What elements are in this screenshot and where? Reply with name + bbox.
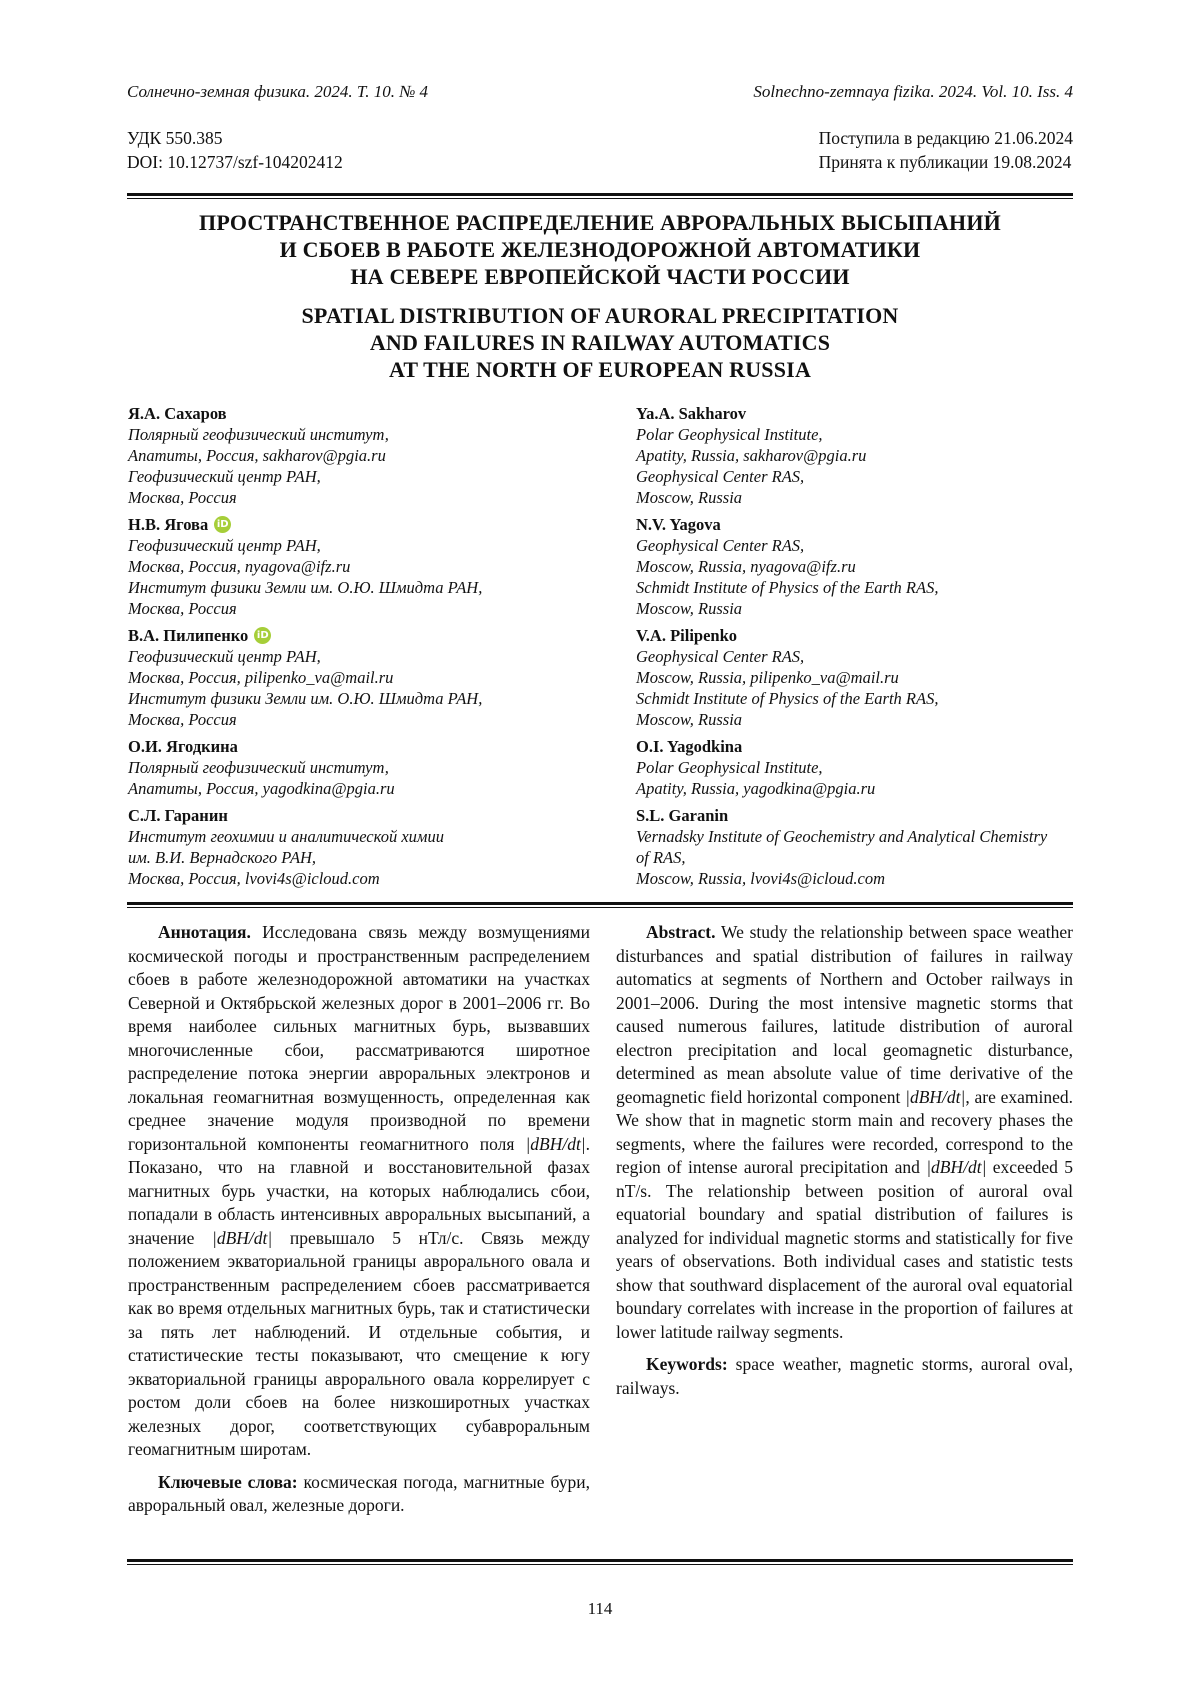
orcid-icon[interactable]: iD: [254, 627, 271, 644]
authors-russian: [128, 403, 608, 895]
author-block: [636, 625, 1086, 730]
keywords-text: space weather, magnetic storms, auroral oval, railways.: [616, 1354, 1073, 1398]
affiliation-line: Институт физики Земли им. О.Ю. Шмидта РАН,: [128, 689, 483, 708]
title-ru-line: И СБОЕВ В РАБОТЕ ЖЕЛЕЗНОДОРОЖНОЙ АВТОМАТИКИ: [279, 237, 921, 262]
keywords-label: Ключевые слова:: [158, 1471, 298, 1492]
received-date: Поступила в редакцию 21.06.2024: [818, 128, 1073, 148]
abstract-paragraph: [616, 921, 1073, 1344]
author-name: [128, 625, 608, 646]
formula: |dBH/dt|: [926, 1157, 987, 1177]
author-name: [636, 514, 1086, 535]
abstract-paragraph: [128, 921, 590, 1462]
author-name: [636, 736, 1086, 757]
abstract-text: . Показано, что на главной и восстановительной фазах магнитных бурь участки, на которых наблюдались сбои, попадали в область интенсивных авроральных высыпаний, а значение: [128, 1133, 590, 1248]
author-block: [636, 736, 1086, 799]
affiliation-line: Polar Geophysical Institute,: [636, 425, 823, 444]
author-name-text: O.I. Yagodkina: [636, 737, 743, 756]
affiliation-line: Moscow, Russia: [636, 710, 743, 729]
author-name: [636, 403, 1086, 424]
affiliation-line: Москва, Россия, lvovi4s@icloud.com: [128, 869, 380, 888]
author-block: [636, 805, 1086, 889]
author-name-text: N.V. Yagova: [636, 515, 721, 534]
footer-rule-thin: [127, 1564, 1073, 1565]
title-ru-line: НА СЕВЕРЕ ЕВРОПЕЙСКОЙ ЧАСТИ РОССИИ: [350, 264, 850, 289]
affiliation-line: Москва, Россия, nyagova@ifz.ru: [128, 557, 351, 576]
affiliation-line: Schmidt Institute of Physics of the Earth RAS,: [636, 689, 939, 708]
affiliation-line: Москва, Россия: [128, 710, 237, 729]
keywords-text: космическая погода, магнитные бури, авроральный овал, железные дороги.: [128, 1471, 590, 1515]
formula: |dBH/dt|: [525, 1133, 586, 1154]
affiliation-line: Geophysical Center RAS,: [636, 536, 805, 555]
page-number: 114: [587, 1599, 613, 1618]
affiliation-line: Институт физики Земли им. О.Ю. Шмидта РАН,: [128, 578, 483, 597]
doi: DOI: 10.12737/szf-104202412: [127, 152, 343, 172]
journal-header-en: Solnechno-zemnaya fizika. 2024. Vol. 10. Iss. 4: [753, 82, 1073, 101]
affiliation-line: Полярный геофизический институт,: [128, 425, 389, 444]
article-dates: [819, 126, 1073, 174]
affiliation-line: Moscow, Russia: [636, 599, 743, 618]
section-rule-thick: [127, 902, 1073, 905]
author-name: [128, 805, 608, 826]
author-name-text: V.A. Pilipenko: [636, 626, 738, 645]
affiliation-line: Geophysical Center RAS,: [636, 467, 805, 486]
author-name: [636, 805, 1086, 826]
article-identifiers: [127, 126, 343, 174]
affiliation-line: Апатиты, Россия, sakharov@pgia.ru: [128, 446, 386, 465]
affiliation-line: Москва, Россия, pilipenko_va@mail.ru: [128, 668, 394, 687]
abstract-label: Аннотация.: [158, 922, 251, 942]
abstract-label: Abstract.: [646, 922, 716, 942]
orcid-icon[interactable]: iD: [214, 516, 231, 533]
author-block: [128, 403, 608, 508]
accepted-date: Принята к публикации 19.08.2024: [818, 152, 1072, 172]
author-name: [636, 625, 1086, 646]
title-en-line: SPATIAL DISTRIBUTION OF AURORAL PRECIPITATION: [301, 303, 899, 328]
header-rule-thin: [127, 198, 1073, 199]
title-english: [127, 302, 1073, 383]
affiliation-line: Moscow, Russia, lvovi4s@icloud.com: [636, 869, 886, 888]
abstract-text: Исследована связь между возмущениями космической погоды и пространственным распределением сбоев в работе железнодорожной автоматики на участках Северной и Октябрьской железных дорог в 2001–2006 гг. Во время наиболее сильных магнитных бурь, вызвавших многочисленные сбои, рассматриваются широтное распределение потока энергии авроральных электронов и локальная геомагнитная возмущенность, определенная как среднее значение модуля производной по времени горизонтальной компоненты геомагнитного поля: [128, 922, 590, 1154]
affiliation-line: Schmidt Institute of Physics of the Earth RAS,: [636, 578, 939, 597]
title-en-line: AND FAILURES IN RAILWAY AUTOMATICS: [369, 330, 831, 355]
author-block: [636, 403, 1086, 508]
author-name: [128, 514, 608, 535]
author-block: [128, 736, 608, 799]
affiliation-line: of RAS,: [636, 848, 686, 867]
author-name-text: С.Л. Гаранин: [128, 806, 228, 825]
journal-header-ru: Солнечно-земная физика. 2024. Т. 10. № 4: [127, 82, 428, 101]
udc-code: УДК 550.385: [127, 128, 223, 148]
keywords-label: Keywords:: [646, 1354, 728, 1374]
author-block: [128, 514, 608, 619]
affiliation-line: Moscow, Russia, pilipenko_va@mail.ru: [636, 668, 899, 687]
author-name-text: S.L. Garanin: [636, 806, 729, 825]
affiliation-line: Апатиты, Россия, yagodkina@pgia.ru: [128, 779, 395, 798]
title-en-line: AT THE NORTH OF EUROPEAN RUSSIA: [388, 357, 812, 382]
author-name: [128, 403, 608, 424]
author-block: [128, 625, 608, 730]
title-ru-line: ПРОСТРАНСТВЕННОЕ РАСПРЕДЕЛЕНИЕ АВРОРАЛЬНЫХ ВЫСЫПАНИЙ: [199, 210, 1001, 235]
formula: |dBH/dt|: [905, 1086, 966, 1107]
author-block: [636, 514, 1086, 619]
title-russian: [127, 209, 1073, 290]
affiliation-line: им. В.И. Вернадского РАН,: [128, 848, 317, 867]
affiliation-line: Moscow, Russia, nyagova@ifz.ru: [636, 557, 856, 576]
affiliation-line: Москва, Россия: [128, 599, 237, 618]
author-name: [128, 736, 608, 757]
affiliation-line: Москва, Россия: [128, 488, 237, 507]
affiliation-line: Полярный геофизический институт,: [128, 758, 389, 777]
affiliation-line: Apatity, Russia, yagodkina@pgia.ru: [636, 779, 876, 798]
footer-rule-thick: [127, 1559, 1073, 1562]
affiliation-line: Геофизический центр РАН,: [128, 467, 321, 486]
header-rule-thick: [127, 193, 1073, 196]
abstract-text: , are examined. We show that in magnetic storm main and recovery phases the segments, where the failures were recorded, correspond to the region of intense auroral precipitation and: [616, 1086, 1073, 1177]
keywords-paragraph: [616, 1353, 1073, 1400]
author-block: [128, 805, 608, 889]
affiliation-line: Институт геохимии и аналитической химии: [128, 827, 444, 846]
abstract-english: [616, 921, 1073, 1409]
author-name-text: Н.В. Ягова: [128, 515, 209, 534]
formula: |dBH/dt|: [212, 1227, 273, 1248]
abstract-russian: [128, 921, 590, 1527]
author-name-text: Ya.A. Sakharov: [636, 404, 747, 423]
abstract-text: превышало 5 нТл/с. Связь между положением экваториальной границы аврорального овала и пространственным распределением сбоев рассматривается как во время отдельных магнитных бурь, так и статистически за пять лет наблюдений. И отдельные события, и статистические тесты показывают, что смещение к югу экваториальной границы аврорального овала коррелирует с ростом доли сбоев на более низкоширотных участках железных дорог, соответствующих субавроральным геомагнитным широтам.: [128, 1227, 590, 1459]
abstract-text: exceeded 5 nT/s. The relationship between position of auroral oval equatorial boundary and spatial distribution of failures is analyzed for individual magnetic storms and statistically for five years of observations. Both individual cases and statistic tests show that southward displacement of the auroral oval equatorial boundary correlates with increase in the proportion of failures at lower latitude railway segments.: [616, 1157, 1073, 1342]
section-rule-thin: [127, 907, 1073, 908]
affiliation-line: Moscow, Russia: [636, 488, 743, 507]
author-name-text: Я.А. Сахаров: [128, 404, 227, 423]
affiliation-line: Геофизический центр РАН,: [128, 647, 321, 666]
affiliation-line: Apatity, Russia, sakharov@pgia.ru: [636, 446, 867, 465]
keywords-paragraph: [128, 1471, 590, 1518]
affiliation-line: Геофизический центр РАН,: [128, 536, 321, 555]
author-name-text: О.И. Ягодкина: [128, 737, 238, 756]
affiliation-line: Geophysical Center RAS,: [636, 647, 805, 666]
affiliation-line: Vernadsky Institute of Geochemistry and Analytical Chemistry: [636, 827, 1048, 846]
abstract-text: We study the relationship between space weather disturbances and spatial distribution of failures in railway automatics at segments of Northern and October railways in 2001–2006. During the most intensive magnetic storms that caused numerous failures, latitude distribution of auroral electron precipitation and local geomagnetic disturbance, determined as mean absolute value of time derivative of the geomagnetic field horizontal component: [616, 922, 1073, 1107]
affiliation-line: Polar Geophysical Institute,: [636, 758, 823, 777]
authors-english: [636, 403, 1086, 895]
author-name-text: В.А. Пилипенко: [128, 626, 249, 645]
